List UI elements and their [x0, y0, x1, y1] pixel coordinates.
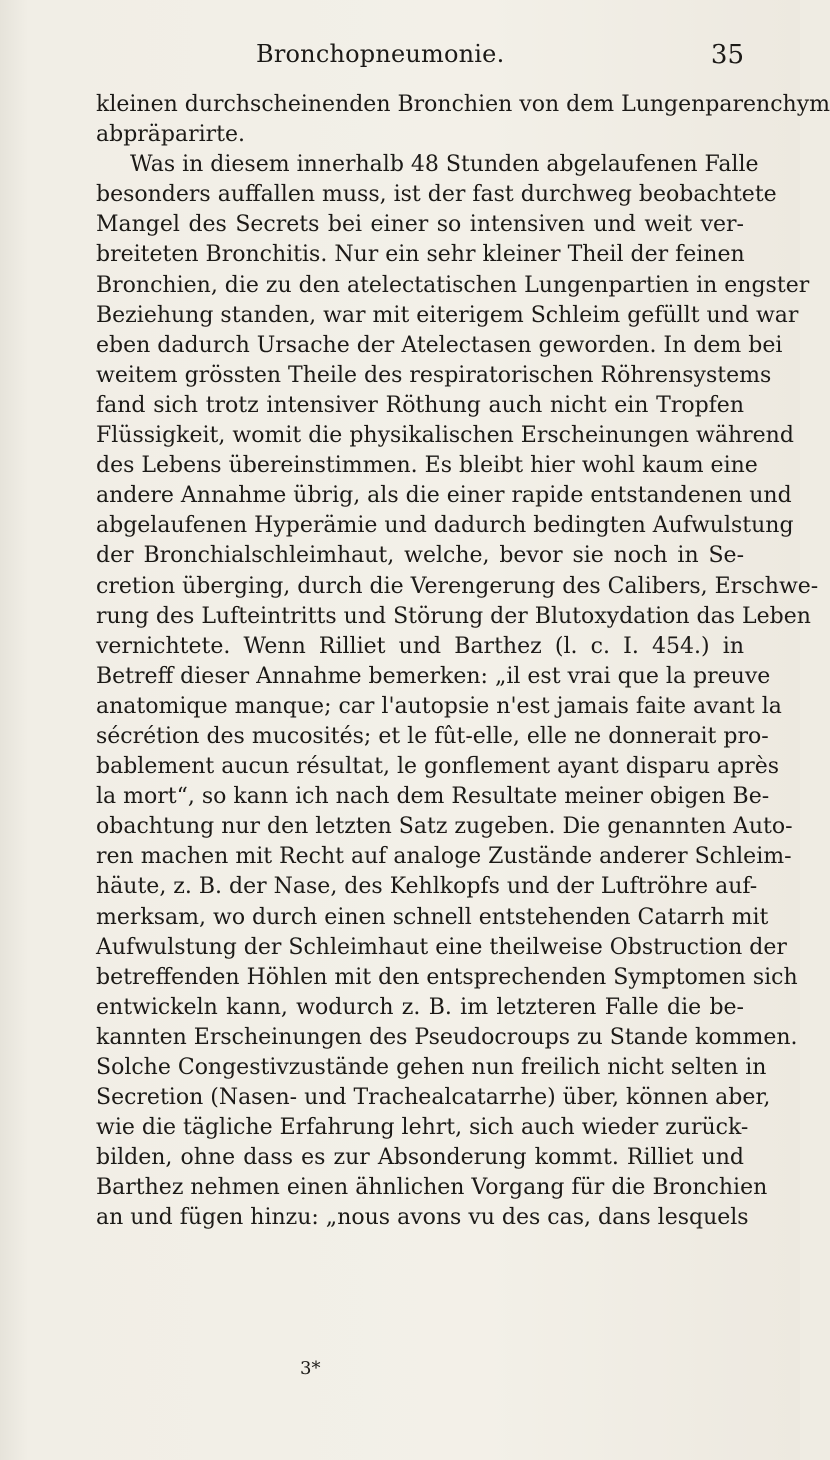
text-line: des Lebens übereinstimmen. Es bleibt hier wohl kaum eine [96, 453, 758, 479]
text-line: fand sich trotz intensiver Röthung auch nicht ein Tropfen [96, 392, 744, 418]
text-line: Barthez nehmen einen ähnlichen Vorgang für die Bronchien [96, 1175, 768, 1201]
text-line: eben dadurch Ursache der Atelectasen geworden. In dem bei [96, 332, 783, 358]
page-header [96, 40, 744, 80]
text-line: der Bronchialschleimhaut, welche, bevor sie noch in Se- [96, 543, 744, 569]
text-line: Beziehung standen, war mit eiterigem Schleim gefüllt und war [96, 302, 799, 328]
text-line: besonders auffallen muss, ist der fast durchweg beobachtete [96, 182, 777, 208]
text-line: an und fügen hinzu: „nous avons vu des cas, dans lesquels [96, 1205, 749, 1231]
text-line: Mangel des Secrets bei einer so intensiven und weit ver- [96, 212, 744, 238]
text-line: merksam, wo durch einen schnell entstehenden Catarrh mit [96, 904, 769, 930]
text-line: weitem grössten Theile des respiratorischen Röhrensystems [96, 362, 772, 388]
page-number: 35 [710, 40, 744, 70]
text-line: vernichtete. Wenn Rilliet und Barthez (l. c. I. 454.) in [96, 633, 744, 659]
text-line: ren machen mit Recht auf analoge Zustände anderer Schleim- [96, 844, 792, 870]
text-line: Flüssigkeit, womit die physikalischen Erscheinungen während [96, 423, 794, 449]
text-line: anatomique manque; car l'autopsie n'est jamais faite avant la [96, 693, 782, 719]
signature-mark: 3* [300, 1358, 321, 1379]
text-line: obachtung nur den letzten Satz zugeben. Die genannten Auto- [96, 814, 793, 840]
text-line: Solche Congestivzustände gehen nun freilich nicht selten in [96, 1055, 767, 1080]
text-line: la mort“, so kann ich nach dem Resultate meiner obigen Be- [96, 784, 770, 810]
text-line: Aufwulstung der Schleimhaut eine theilweise Obstruction der [96, 934, 787, 960]
text-line: cretion überging, durch die Verengerung des Calibers, Erschwe- [96, 573, 819, 599]
text-line: sécrétion des mucosités; et le fût-elle, elle ne donnerait pro- [96, 723, 769, 749]
text-line: Betreff dieser Annahme bemerken: „il est vrai que la preuve [96, 663, 771, 689]
text-line: Was in diesem innerhalb 48 Stunden abgelaufenen Falle [130, 152, 759, 178]
text-line: bilden, ohne dass es zur Absonderung kommt. Rilliet und [96, 1145, 744, 1171]
text-line: Bronchien, die zu den atelectatischen Lungenpartien in engster [96, 272, 810, 298]
text-line: bablement aucun résultat, le gonflement ayant disparu après [96, 754, 780, 780]
text-line: wie die tägliche Erfahrung lehrt, sich auch wieder zurück- [96, 1115, 749, 1141]
text-line: häute, z. B. der Nase, des Kehlkopfs und der Luftröhre auf- [96, 874, 758, 900]
text-line: andere Annahme übrig, als die einer rapide entstandenen und [96, 483, 792, 509]
text-line: betreffenden Höhlen mit den entsprechenden Symptomen sich [96, 964, 798, 990]
text-line: breiteten Bronchitis. Nur ein sehr kleiner Theil der feinen [96, 242, 745, 268]
text-line: abgelaufenen Hyperämie und dadurch bedingten Aufwulstung [96, 513, 794, 539]
text-line: rung des Lufteintritts und Störung der Blutoxydation das Leben [96, 603, 811, 629]
text-line: entwickeln kann, wodurch z. B. im letzteren Falle die be- [96, 994, 744, 1020]
text-line: kannten Erscheinungen des Pseudocroups zu Stande kommen. [96, 1024, 798, 1050]
running-title: Bronchopneumonie. [256, 40, 505, 68]
text-line: abpräparirte. [96, 122, 246, 148]
body-text [96, 90, 830, 1234]
text-line: kleinen durchscheinenden Bronchien von dem Lungenparenchym [96, 92, 830, 117]
text-line: Secretion (Nasen- und Trachealcatarrhe) über, können aber, [96, 1085, 771, 1111]
